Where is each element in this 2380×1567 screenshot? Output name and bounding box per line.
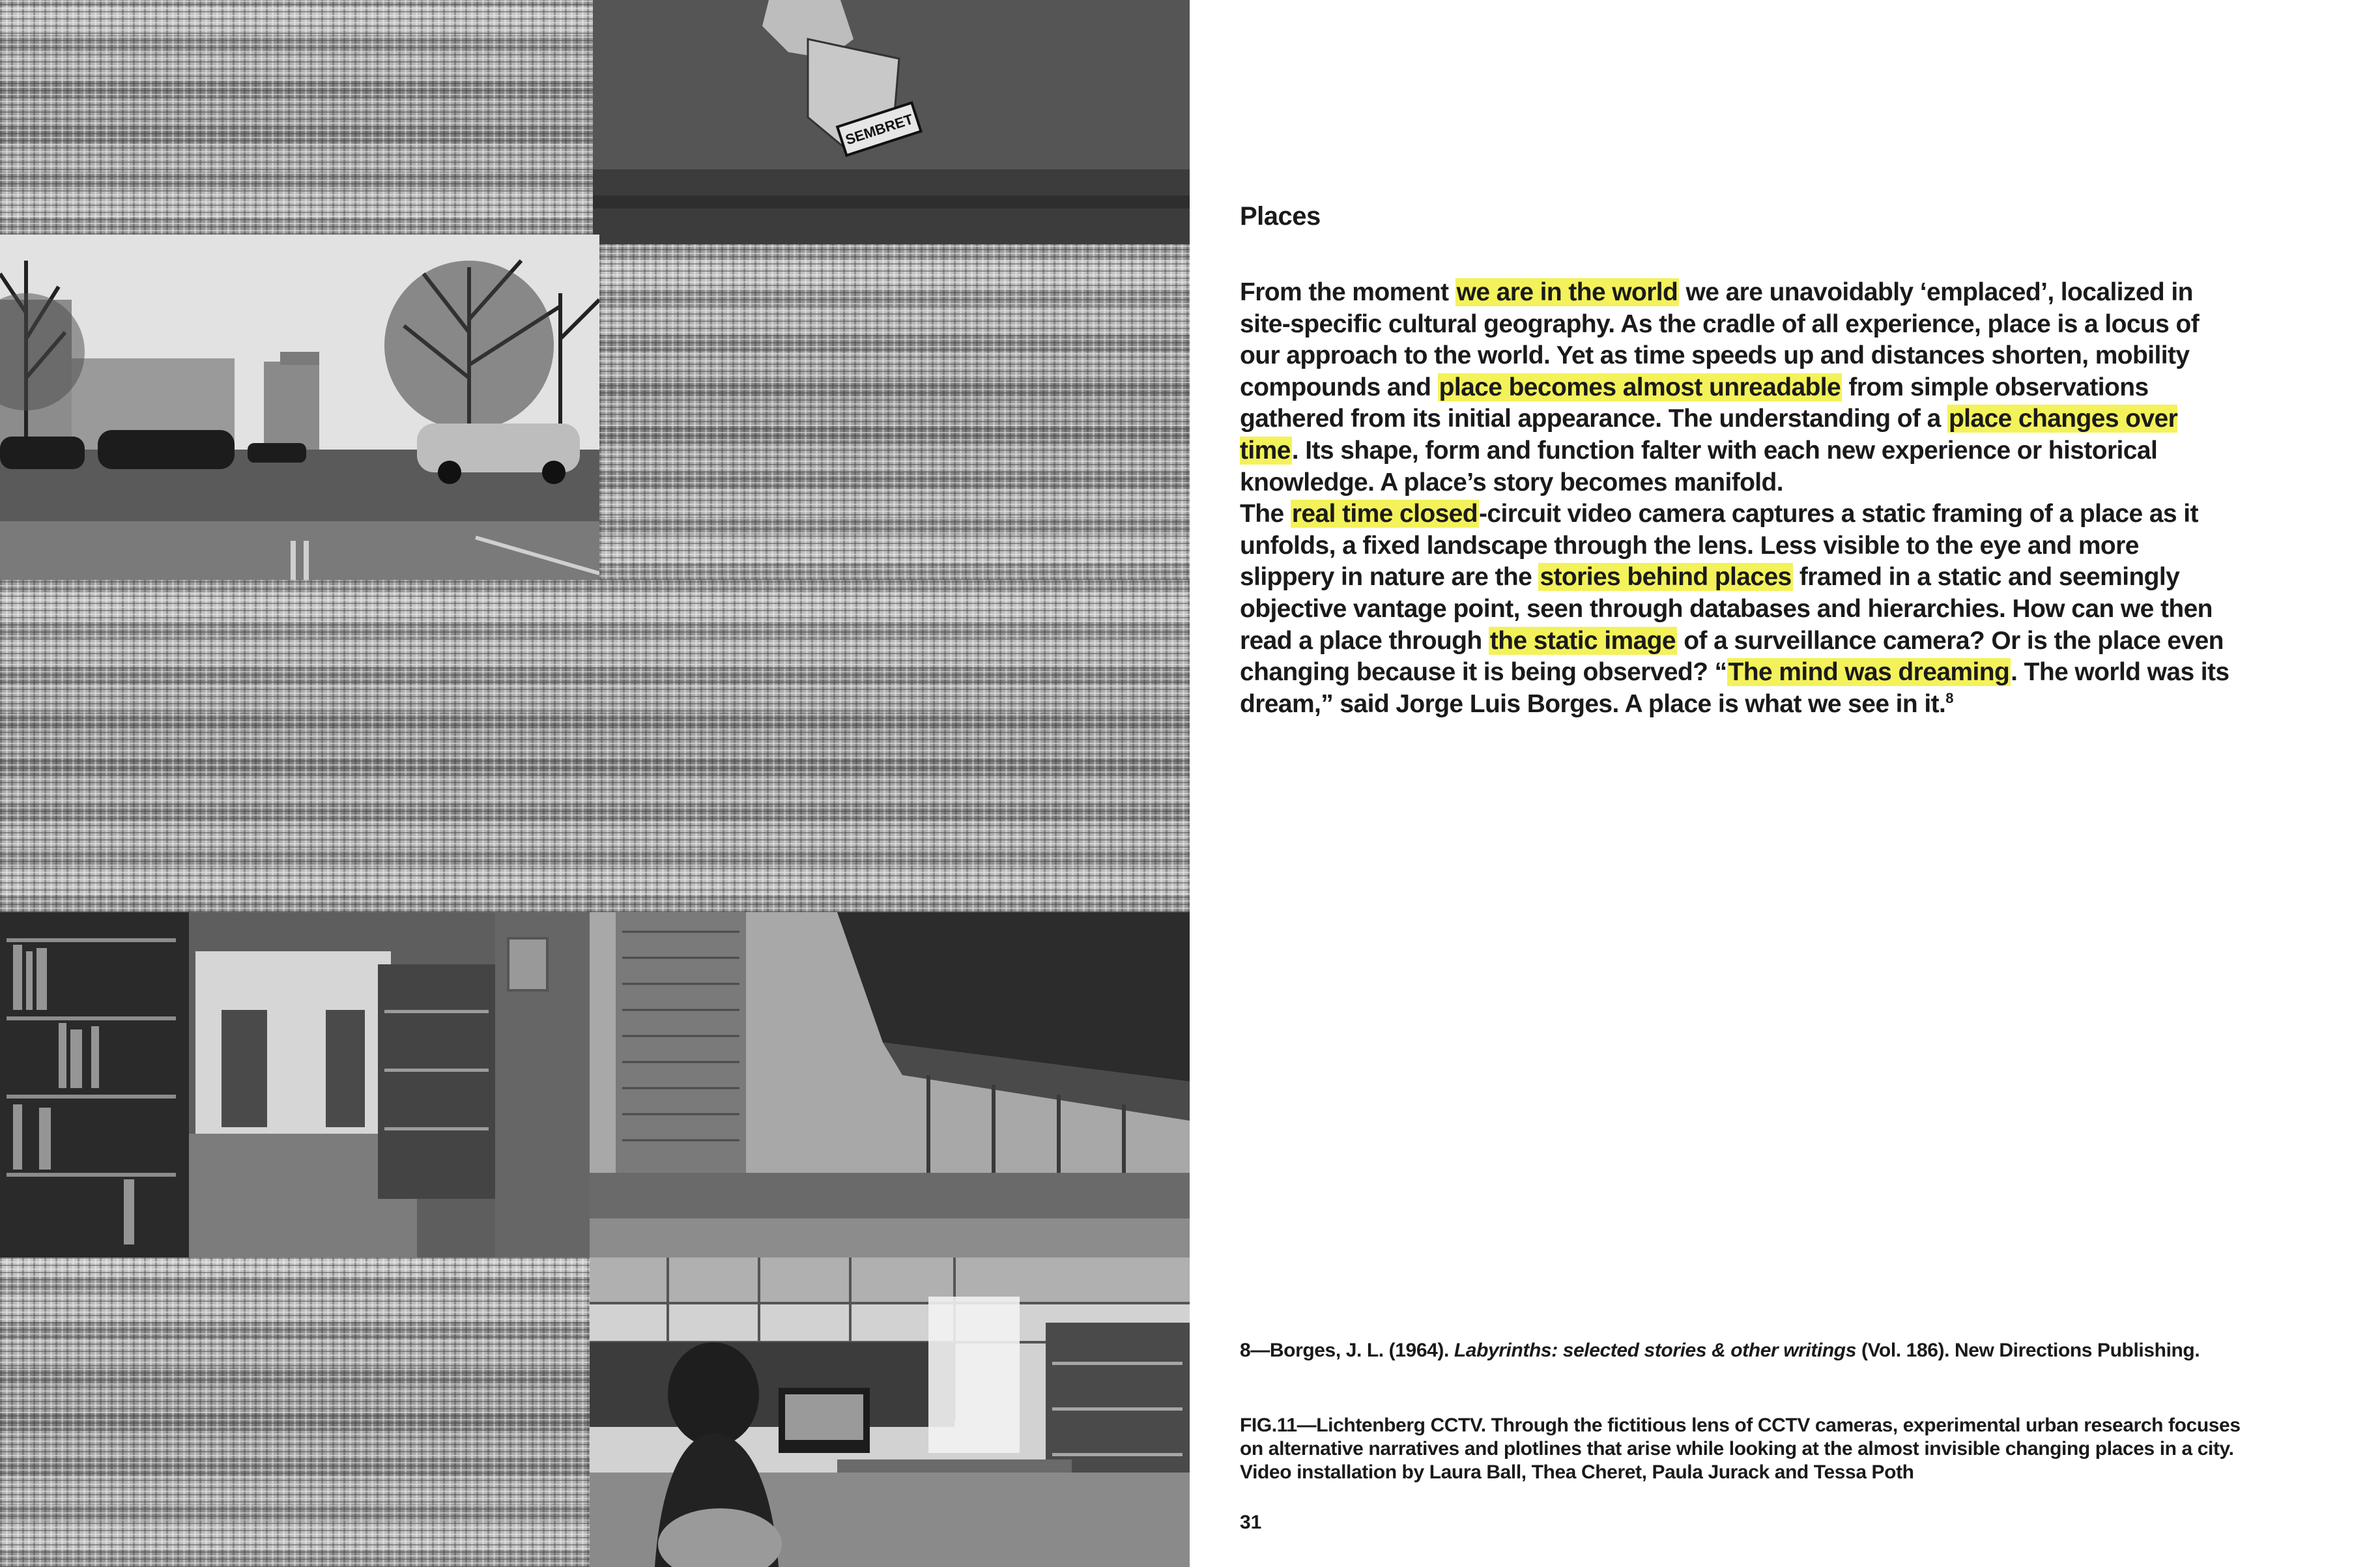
static-noise-frame <box>0 0 593 235</box>
text-run: of a surveillance camera? Or is the place even changing because it is being observed? “ <box>1240 626 2224 687</box>
footnote-prefix: 8—Borges, J. L. (1964). <box>1240 1340 1454 1361</box>
footnote-suffix: (Vol. 186). New Directions Publishing. <box>1856 1340 2200 1361</box>
static-noise-frame <box>599 244 1190 580</box>
building-underpass-frame <box>590 912 1190 1258</box>
text-run: . The world was its dream,” said Jorge Luis Borges. A place is what we see in it. <box>1240 658 2229 718</box>
building-underpass-illustration <box>590 912 1190 1258</box>
library-reader-frame <box>590 1258 1190 1567</box>
text-run: we are unavoidably ‘emplaced’, localized in site-specific cultural geography. As the cradle of all experience, place is a locus of our approach to the world. Yet as time speeds up and distances shorten, mobility compounds and <box>1240 278 2200 401</box>
figure-caption: FIG.11—Lichtenberg CCTV. Through the fictitious lens of CCTV cameras, experimental urban research focuses on alternative narratives and plotlines that arise while looking at the almost invisible changing places in a city. Video installation by Laura Ball, Thea Cheret, Paula Jurack and Tessa Poth <box>1240 1415 2241 1483</box>
text-run: from simple observations gathered from its initial appearance. The understanding of a <box>1240 373 2149 433</box>
body-paragraph-1 <box>1240 277 2237 498</box>
text-run: . Its shape, form and function falter with each new experience or historical knowledge. A place’s story becomes manifold. <box>1240 436 2158 496</box>
text-page <box>1240 0 2256 1567</box>
street-sign-frame <box>593 0 1190 244</box>
static-noise-frame <box>590 580 1190 912</box>
highlighted-phrase: real time closed <box>1291 500 1478 528</box>
library-reader-illustration <box>590 1258 1190 1567</box>
footnote-reference: 8 <box>1945 689 1953 706</box>
highlighted-phrase: place becomes almost unreadable <box>1439 373 1841 401</box>
static-noise-frame <box>0 1258 590 1567</box>
footnote <box>1240 1340 2256 1362</box>
footnote-book-title: Labyrinths: selected stories & other writings <box>1454 1340 1857 1361</box>
text-run: framed in a static and seemingly objective vantage point, seen through databases and hierarchies. How can we then read a place through <box>1240 563 2213 655</box>
highlighted-phrase: stories behind places <box>1540 563 1792 592</box>
highlighted-phrase: we are in the world <box>1456 278 1678 306</box>
body-text <box>1240 277 2237 720</box>
text-run: -circuit video camera captures a static framing of a place as it unfolds, a fixed landscape through the lens. Less visible to the eye and more slippery in nature are the <box>1240 500 2198 592</box>
highlighted-phrase: place changes over time <box>1240 405 2178 465</box>
body-paragraph-2 <box>1240 498 2237 720</box>
street-sign-illustration <box>593 0 1190 244</box>
text-run: From the moment <box>1240 278 1455 306</box>
street-sign-text: SEMBRET <box>843 111 915 149</box>
library-aisle-frame <box>0 912 590 1258</box>
highlighted-phrase: The mind was dreaming <box>1728 658 2010 687</box>
page-number: 31 <box>1240 1512 1262 1533</box>
text-run: The <box>1240 500 1291 528</box>
highlighted-phrase: the static image <box>1489 626 1676 655</box>
parking-lot-frame <box>0 235 599 580</box>
static-noise-frame <box>0 580 590 912</box>
library-aisle-illustration <box>0 912 590 1258</box>
parking-lot-illustration <box>0 235 599 580</box>
section-title: Places <box>1240 202 1321 231</box>
